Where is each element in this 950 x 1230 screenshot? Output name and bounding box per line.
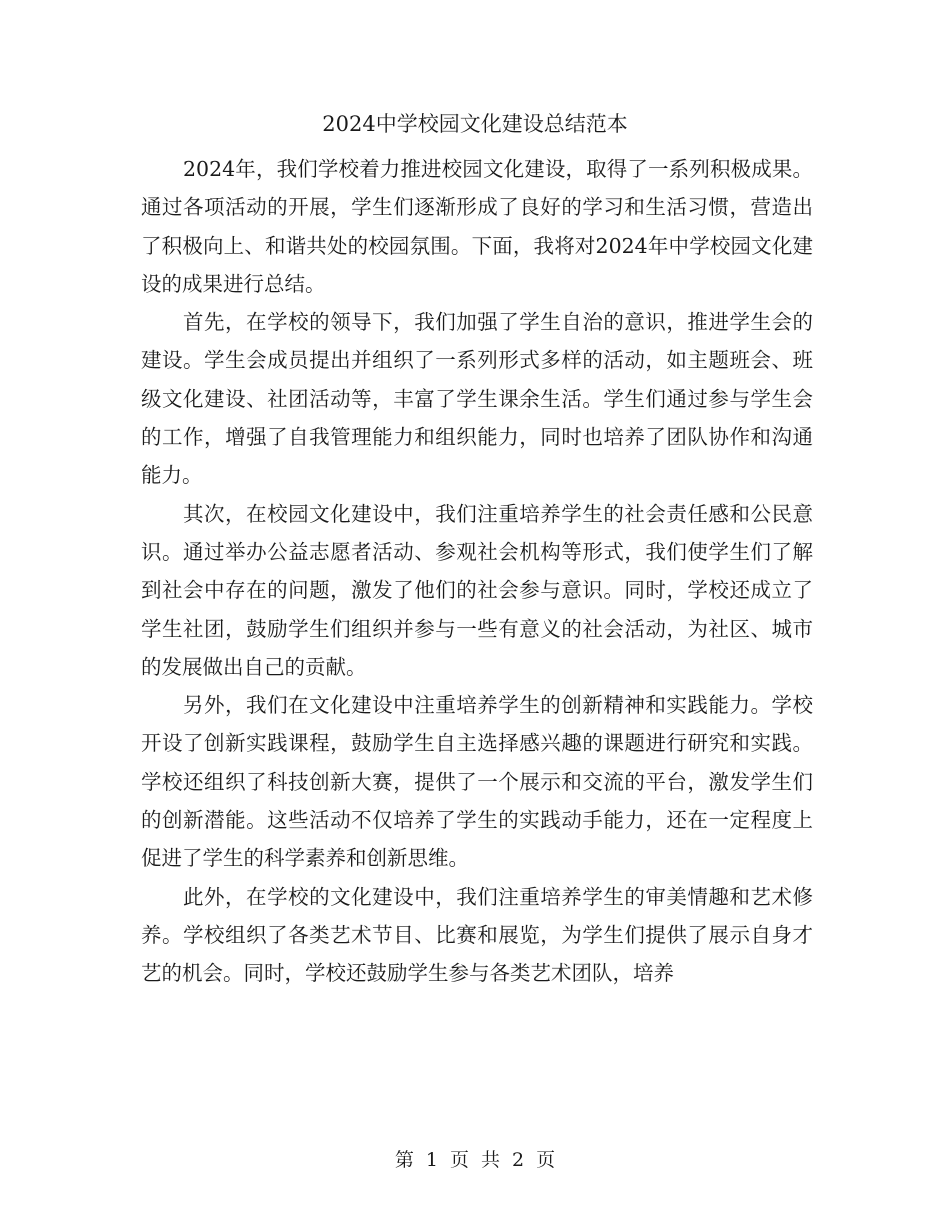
paragraph: 此外，在学校的文化建设中，我们注重培养学生的审美情趣和艺术修养。学校组织了各类艺术节目、比赛和展览，为学生们提供了展示自身才艺的机会。同时，学校还鼓励学生参与各类艺术团队，培养 [141, 884, 813, 986]
paragraph: 2024年，我们学校着力推进校园文化建设，取得了一系列积极成果。通过各项活动的开展，学生们逐渐形成了良好的学习和生活习惯，营造出了积极向上、和谐共处的校园氛围。下面，我将对2024年中学校园文化建设的成果进行总结。 [141, 157, 813, 296]
document-title: 2024中学校园文化建设总结范本 [322, 112, 628, 136]
paragraph: 其次，在校园文化建设中，我们注重培养学生的社会责任感和公民意识。通过举办公益志愿者活动、参观社会机构等形式，我们使学生们了解到社会中存在的问题，激发了他们的社会参与意识。同时，学校还成立了学生社团，鼓励学生们组织并参与一些有意义的社会活动，为社区、城市的发展做出自己的贡献。 [141, 501, 813, 679]
page-number-footer: 第 1 页 共 2 页 [394, 1149, 556, 1171]
paragraph: 首先，在学校的领导下，我们加强了学生自治的意识，推进学生会的建设。学生会成员提出并组织了一系列形式多样的活动，如主题班会、班级文化建设、社团活动等，丰富了学生课余生活。学生们通过参与学生会的工作，增强了自我管理能力和组织能力，同时也培养了团队协作和沟通能力。 [141, 310, 813, 488]
document-body [141, 150, 813, 993]
paragraph: 另外，我们在文化建设中注重培养学生的创新精神和实践能力。学校开设了创新实践课程，鼓励学生自主选择感兴趣的课题进行研究和实践。学校还组织了科技创新大赛，提供了一个展示和交流的平台，激发学生们的创新潜能。这些活动不仅培养了学生的实践动手能力，还在一定程度上促进了学生的科学素养和创新思维。 [141, 693, 813, 871]
